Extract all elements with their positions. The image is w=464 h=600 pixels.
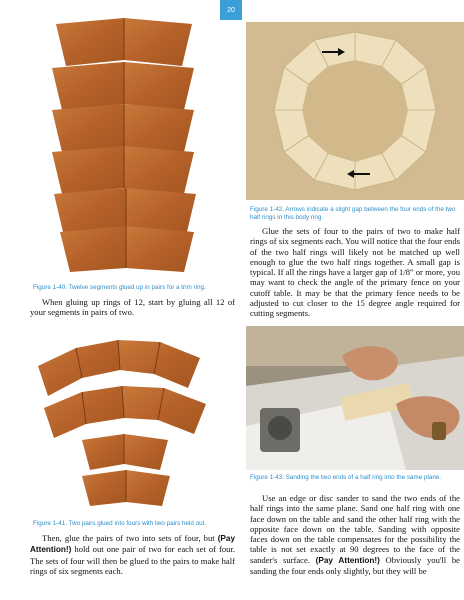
figure-1-42-photo xyxy=(246,22,464,200)
right-paragraph-2-text-b: Obviously you'll be sanding the four ends only slightly, but they will be xyxy=(250,554,460,577)
figure-1-42-caption: Figure 1-42. Arrows indicate a slight gap between the four ends of the two half rings in this body ring. xyxy=(250,206,456,221)
wristwatch xyxy=(432,422,446,440)
pay-attention-note-right: (Pay Attention!) xyxy=(315,555,380,565)
four-sets-illustration xyxy=(30,330,235,510)
right-paragraph-1-text: Glue the sets of four to the pairs of two to make half rings of six segments each. You will notice that the four ends of the two half rings will likely not be matched up well enough to glue the two half rings together. A small gap is typical. If all the rings have a larger gap of 1/8" or more, you may want to check the angle of the primary fence on your cutoff table. It may be that the primary fence needs to be adjusted to cut closer to the 15 degree angle required for cutting segments. xyxy=(250,226,460,319)
right-paragraph-2 xyxy=(250,493,460,576)
figure-1-43-photo xyxy=(246,326,464,470)
segment-pairs-illustration xyxy=(30,10,220,275)
segment-pair-2 xyxy=(52,62,194,110)
set-of-four-2 xyxy=(44,386,206,438)
body-ring-illustration xyxy=(246,22,464,200)
figure-1-40-caption: Figure 1-40. Twelve segments glued up in pairs for a trim ring. xyxy=(33,284,206,291)
left-paragraph-1 xyxy=(30,297,235,318)
segment-pair-4 xyxy=(52,146,194,194)
page-number: 20 xyxy=(220,0,242,20)
pay-attention-note-left: (Pay Attention!) xyxy=(30,534,235,555)
left-paragraph-1-text: When gluing up rings of 12, start by gluing all 12 of your segments in pairs of two. xyxy=(30,297,235,318)
left-paragraph-2 xyxy=(30,533,235,576)
segment-pair-1 xyxy=(56,18,192,66)
figure-1-40-photo xyxy=(30,10,220,275)
figure-1-41-caption: Figure 1-41. Two pairs glued into fours with two pairs held out. xyxy=(33,520,207,527)
held-out-pair-2 xyxy=(82,470,170,506)
figure-1-41-photo xyxy=(30,330,235,510)
right-paragraph-2-text-a: Use an edge or disc sander to sand the two ends of the half rings into the same plane. Sand one half ring with one face down on the table and sand the other half ring with the opposite face down on the table. Sanding with opposite faces down on the table compensates for the possibility the table is not set exactly at 90 degrees to the face of the sander's surface. xyxy=(250,493,460,565)
left-paragraph-2-text-b: hold out one pair of two for each set of four. The sets of four will then be glued to the pairs to make half rings of six segments each. xyxy=(30,544,235,576)
sanding-illustration xyxy=(246,326,464,470)
figure-1-43-caption: Figure 1-43: Sanding the two ends of a half ring into the same plane. xyxy=(250,474,442,481)
held-out-pair-1 xyxy=(82,434,168,470)
segment-pair-6 xyxy=(60,226,194,272)
right-paragraph-1 xyxy=(250,226,460,319)
left-paragraph-2-text-a: Then, glue the pairs of two into sets of four, but xyxy=(42,533,218,543)
segment-pair-3 xyxy=(52,104,194,152)
